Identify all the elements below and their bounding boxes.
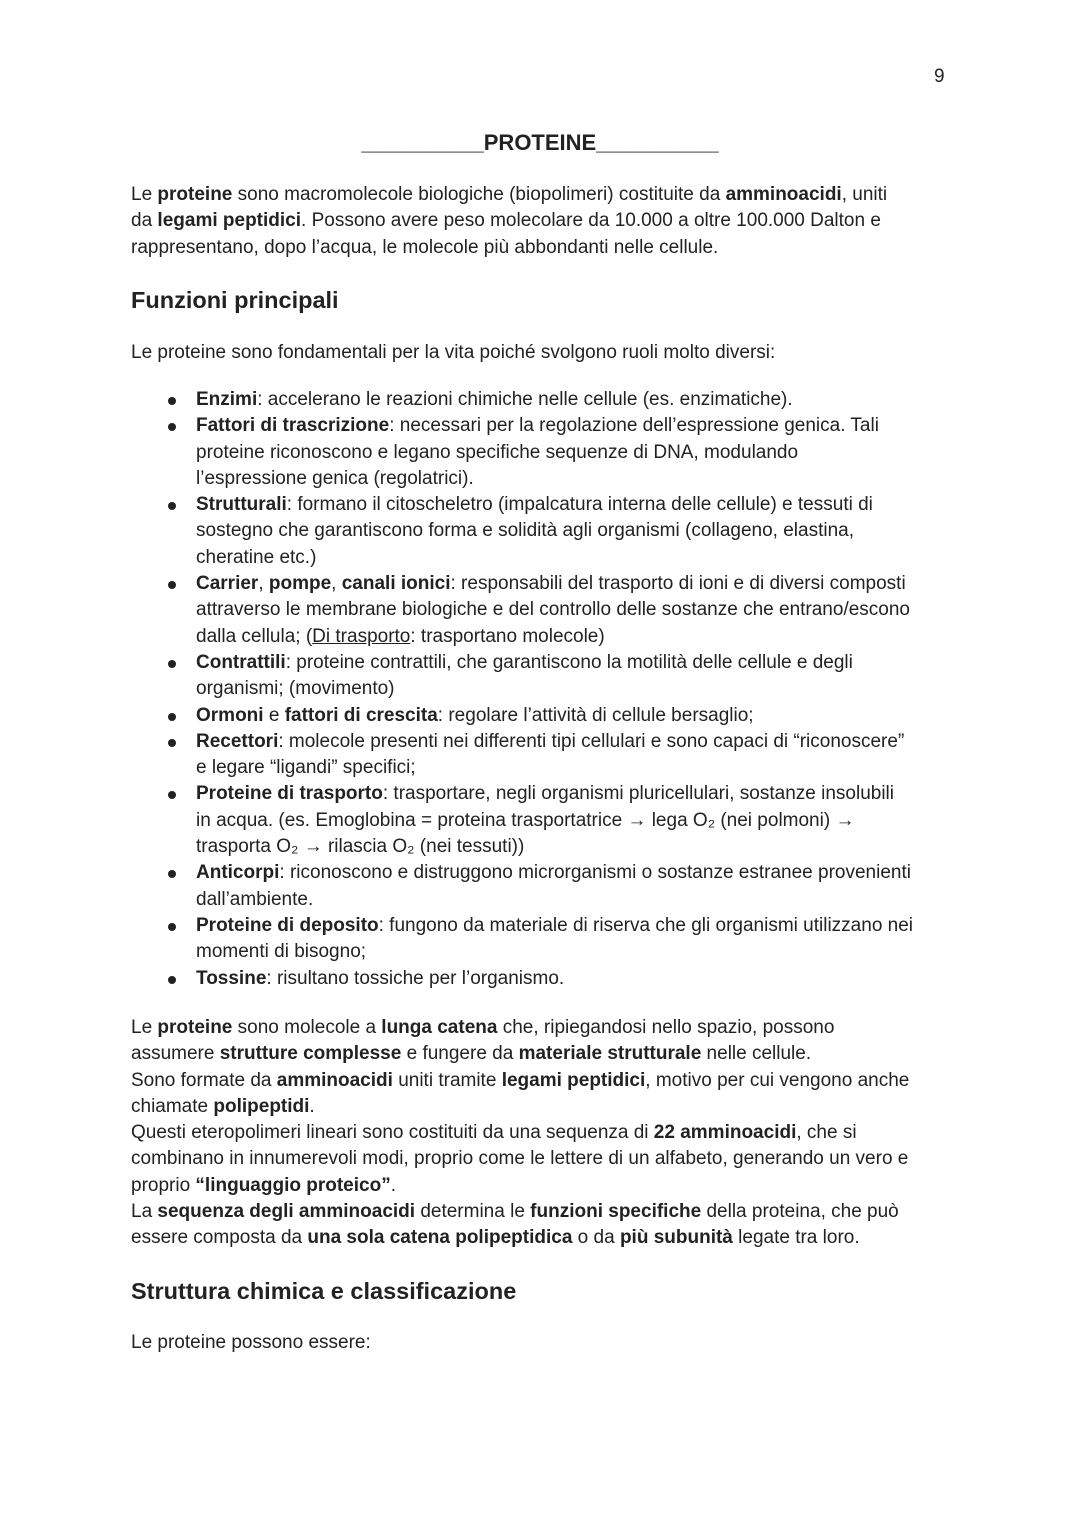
list-item: [131, 492, 971, 571]
list-item: [131, 650, 971, 703]
bold-term: Anticorpi: [196, 862, 280, 884]
text-run: : trasportare, negli organismi pluricellulari, sostanze insolubili in acqua. (es. Emoglobina = proteina trasportatrice → lega O₂ (nei polmoni) → trasporta O₂ → rilascia O₂ (nei tessuti)): [196, 783, 894, 858]
bullet-icon: [168, 976, 176, 984]
text-run: determina le: [415, 1201, 531, 1223]
bold-term: più subunità: [619, 1227, 733, 1249]
text-run: della proteina, che può essere composta da: [131, 1201, 899, 1249]
text-run: : accelerano le reazioni chimiche nelle cellule (es. enzimatiche).: [257, 389, 793, 410]
text-run: o da: [572, 1227, 620, 1249]
text-run: nelle cellule. Sono formate da: [131, 1043, 812, 1091]
bold-term: pompe: [268, 573, 332, 595]
text-run: ,: [331, 573, 342, 595]
text-run: : formano il citoscheletro (impalcatura interna delle cellule) e tessuti di sostegno che garantiscono forma e solidità agli organismi (collageno, elastina, cheratine etc.): [196, 494, 873, 568]
bold-term: fattori di crescita: [284, 704, 438, 726]
bold-term: materiale strutturale: [518, 1043, 702, 1065]
bullet-icon: [168, 870, 176, 878]
bold-term: Ormoni: [196, 704, 264, 726]
text-run: , motivo per cui vengono anche chiamate: [131, 1069, 910, 1117]
text-run: e: [263, 704, 285, 726]
text-run: Le proteine sono fondamentali per la vita poiché svolgono ruoli molto diversi:: [131, 342, 776, 363]
text-run: : molecole presenti nei differenti tipi cellulari e sono capaci di “riconoscere” e legare “ligandi” specifici;: [196, 730, 905, 779]
text-run: uniti tramite: [392, 1069, 502, 1091]
text-run: , che si combinano in innumerevoli modi, proprio come le lettere di un alfabeto, generando un vero e proprio: [131, 1122, 909, 1196]
text-run: : responsabili del trasporto di ioni e di diversi composti attraverso le membrane biologiche e del controllo delle sostanze che entrano/escono dalla cellula; (: [196, 573, 910, 647]
list-item: [131, 913, 971, 966]
list-item: [131, 966, 971, 992]
bold-term: polipeptidi: [213, 1095, 310, 1117]
functions-list: [131, 387, 971, 992]
bold-term: proteine: [157, 184, 233, 205]
text-run: : proteine contrattili, che garantiscono la motilità delle cellule e degli organismi; (movimento): [196, 651, 853, 700]
text-run: : fungono da materiale di riserva che gli organismi utilizzano nei momenti di bisogno;: [196, 914, 914, 963]
underlined-text: Di trasporto: [312, 625, 411, 647]
bold-term: una sola catena polipeptidica: [307, 1227, 573, 1249]
text-run: , uniti da: [131, 184, 888, 232]
intro-paragraph: [131, 182, 971, 261]
bold-term: legami peptidici: [501, 1069, 646, 1091]
structure-intro: [131, 1330, 971, 1356]
text-run: . La: [131, 1174, 396, 1223]
heading-functions: Funzioni principali: [131, 287, 339, 313]
text-run: : necessari per la regolazione dell’espressione genica. Tali proteine riconoscono e legano specifiche sequenze di DNA, modulando l’espressione genica (regolatrici).: [196, 415, 879, 489]
functions-intro: [131, 340, 971, 366]
list-item: [131, 729, 971, 782]
bold-term: “linguaggio proteico”: [195, 1174, 391, 1196]
bullet-icon: [168, 502, 176, 510]
bold-term: Tossine: [196, 967, 267, 989]
list-item: [131, 387, 971, 413]
text-run: che, ripiegandosi nello spazio, possono assumere: [131, 1017, 835, 1065]
bold-term: Proteine di trasporto: [196, 783, 383, 805]
bullet-icon: [168, 423, 176, 431]
list-item: [131, 571, 971, 650]
text-run: . Questi eteropolimeri lineari sono costituiti da una sequenza di: [131, 1095, 649, 1144]
bold-term: amminoacidi: [276, 1069, 393, 1091]
bold-term: amminoacidi: [725, 184, 842, 205]
bullet-icon: [168, 397, 176, 405]
text-run: . Possono avere peso molecolare da 10.000 a oltre 100.000 Dalton e rappresentano, dopo l’acqua, le molecole più abbondanti nelle cellule.: [131, 210, 881, 258]
page-title: __________PROTEINE__________: [361, 130, 719, 155]
text-run: : regolare l’attività di cellule bersaglio;: [437, 704, 754, 726]
bold-term: funzioni specifiche: [530, 1201, 702, 1223]
text-run: : trasportano molecole): [410, 625, 605, 647]
list-item: [131, 860, 971, 913]
text-run: ,: [258, 573, 269, 595]
page-number: 9: [934, 66, 945, 87]
bold-term: Contrattili: [196, 651, 286, 673]
bold-term: Recettori: [196, 730, 279, 752]
text-run: Le proteine possono essere:: [131, 1332, 371, 1353]
bold-term: legami peptidici: [157, 210, 302, 232]
bullet-icon: [168, 581, 176, 589]
bold-term: Enzimi: [196, 389, 258, 410]
text-run: Le: [131, 1017, 158, 1038]
bullet-icon: [168, 713, 176, 721]
heading-structure: Struttura chimica e classificazione: [131, 1278, 517, 1304]
text-run: legate tra loro.: [732, 1227, 860, 1249]
bold-term: canali ionici: [341, 573, 451, 595]
bold-term: Fattori di trascrizione: [196, 415, 390, 437]
list-item: [131, 703, 971, 729]
bold-term: strutture complesse: [219, 1043, 402, 1065]
bullet-icon: [168, 739, 176, 747]
bold-term: Proteine di deposito: [196, 914, 379, 936]
body-paragraph: [131, 1015, 971, 1252]
list-item: [131, 781, 971, 860]
text-run: e fungere da: [401, 1043, 519, 1065]
text-run: sono molecole a: [232, 1017, 382, 1038]
text-run: : riconoscono e distruggono microrganismi o sostanze estranee provenienti dall’ambiente.: [196, 862, 911, 910]
bold-term: Strutturali: [196, 494, 287, 516]
text-run: : risultano tossiche per l’organismo.: [266, 967, 565, 989]
bold-term: sequenza degli amminoacidi: [157, 1201, 416, 1223]
list-item: [131, 413, 971, 492]
bold-term: lunga catena: [381, 1017, 498, 1038]
bold-term: proteine: [157, 1017, 233, 1038]
bold-term: 22 amminoacidi: [653, 1122, 797, 1144]
bullet-icon: [168, 791, 176, 799]
bold-term: Carrier: [196, 573, 259, 595]
text-run: Le: [131, 184, 158, 205]
text-run: sono macromolecole biologiche (biopolimeri) costituite da: [232, 184, 726, 205]
bullet-icon: [168, 923, 176, 931]
bullet-icon: [168, 660, 176, 668]
